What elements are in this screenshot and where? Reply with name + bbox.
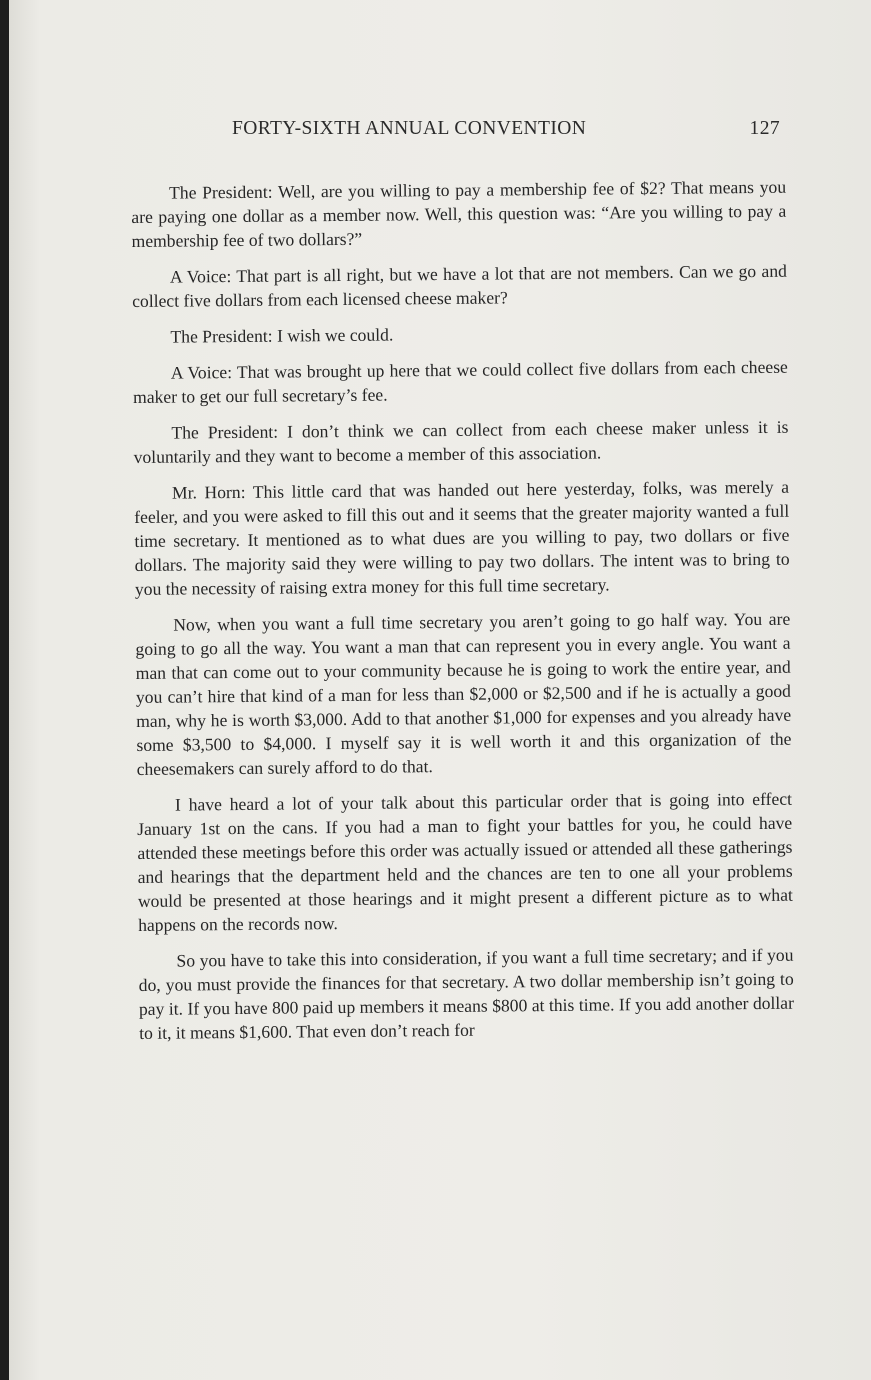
paragraph-president-voluntary: The President: I don’t think we can collect from each cheese maker unless it is voluntarily and they want to become a member of this association. (133, 416, 789, 467)
paragraph-finances: So you have to take this into consideration, if you want a full time secretary; and if you do, you must provide the finances for that secretary. A two dollar membership isn’t going to pay it. If you have 800 paid up members it means $800 at this time. If you add another dollar to it, it means $1,600. That even don’t reach for (138, 944, 795, 1043)
paragraph-president-wish: The President: I wish we could. (170, 324, 394, 347)
running-title: FORTY-SIXTH ANNUAL CONVENTION (232, 118, 587, 139)
paragraph-voice-collect-five: A Voice: That part is all right, but we have a lot that are not members. Can we go and collect five dollars from each licensed cheese maker? (132, 260, 787, 311)
paragraph-horn-card: Mr. Horn: This little card that was handed out here yesterday, folks, was merely a feeler, and you were asked to fill this out and it seems that the greater majority wanted a full time secretary. It mentioned as to what dues are you willing to pay, two dollars or five dollars. The majority said they were willing to pay two dollars. The intent was to bring to you the necessity of raising extra money for this full time secretary. (134, 476, 790, 599)
paragraph-president-fee-question: The President: Well, are you willing to pay a membership fee of $2? That means you are paying one dollar as a member now. Well, this question was: “Are you willing to pay a membership fee of two dollars?” (131, 176, 787, 251)
binding-edge (0, 0, 9, 1380)
paragraph-voice-secretary-fee: A Voice: That was brought up here that we could collect five dollars from each cheese maker to get our full secretary’s fee. (132, 356, 788, 407)
running-header (232, 118, 784, 148)
page-number: 127 (749, 118, 780, 139)
paragraph-full-time-secretary: Now, when you want a full time secretary you aren’t going to go half way. You are going to go all the way. You want a man that can represent you in every angle. You want a man that can come out to your community because he is going to work the entire year, and you can’t hire that kind of a man for less than $2,000 or $2,500 and if he is actually a good man, why he is worth $3,000. Add to that another $1,000 for expenses and you already have some $3,500 to $4,000. I myself say it is well worth it and this organization of the cheesemakers can surely afford to do that. (135, 608, 792, 779)
paragraph-cans-order: I have heard a lot of your talk about this particular order that is going into effect January 1st on the cans. If you had a man to fight your battles for you, he could have attended these meetings before this order was actually issued or attended all these gatherings and hearings that the department held and the chances are ten to one all your problems would be presented at those hearings and it might present a different picture as to what happens on the records now. (137, 788, 793, 935)
body-text (131, 175, 794, 1057)
